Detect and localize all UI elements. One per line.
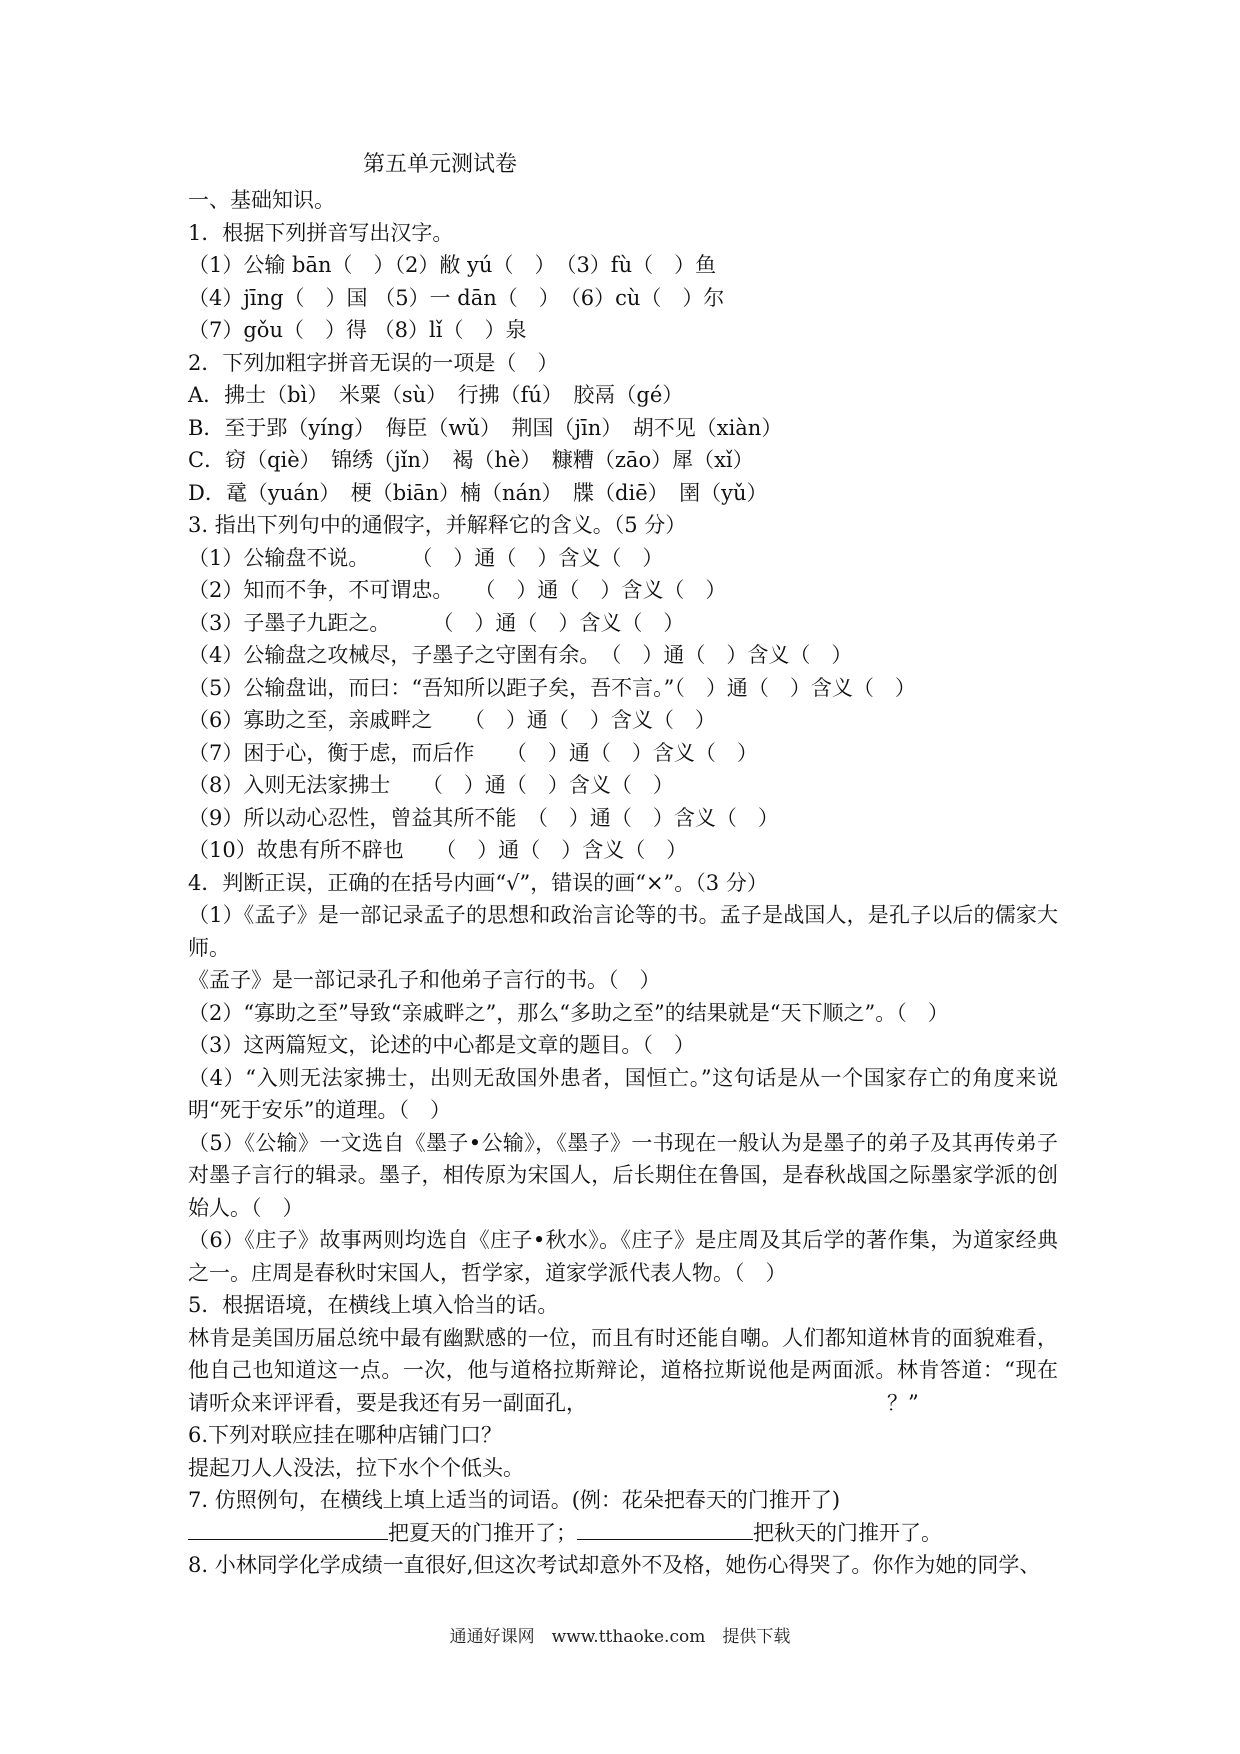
q2-option-b: B．至于郢（yíng） 侮臣（wǔ） 荆国（jīn） 胡不见（xiàn） xyxy=(188,415,783,440)
q6-stem: 6.下列对联应挂在哪种店铺门口？ xyxy=(188,1423,503,1447)
q7-fill-line xyxy=(188,1517,1058,1550)
q2-option-a: A．拂士（bì） 米粟（sù） 行拂（fú） 胶鬲（gé） xyxy=(188,383,684,407)
q1-row: （4）jīng（ ）国 （5）一 dān（ ） （6）cù（ ）尔 xyxy=(188,285,725,310)
q1-stem: 1．根据下列拼音写出汉字。 xyxy=(188,220,454,245)
q7-stem: 7. 仿照例句，在横线上填上适当的词语。(例：花朵把春天的门推开了) xyxy=(188,1488,841,1512)
q2-option-d: D．鼋（yuán） 梗（biān）楠（nán） 牒（diē） 圉（yǔ） xyxy=(188,480,768,505)
q3-item: （9）所以动心忍性，曾益其所不能 （ ）通（ ）含义（ ） xyxy=(188,805,779,830)
q3-item: （7）困于心，衡于虑，而后作 （ ）通（ ）含义（ ） xyxy=(188,740,758,765)
q7-blank-autumn[interactable] xyxy=(577,1517,753,1540)
q4-statement-1b: 《孟子》是一部记录孔子和他弟子言行的书。（ ） xyxy=(188,968,661,992)
document-content xyxy=(188,148,1058,1582)
q4-statement-5: （5）《公输》一文选自《墨子•公输》，《墨子》一书现在一般认为是墨子的弟子及其再传弟子对墨子言行的辑录。墨子，相传原为宋国人，后长期住在鲁国，是春秋战国之际墨家学派的创始人。（ ） xyxy=(188,1130,1058,1220)
q7-part1: 把夏天的门推开了； xyxy=(388,1520,577,1545)
q3-item: （4）公输盘之攻械尽，子墨子之守圉有余。 （ ）通（ ）含义（ ） xyxy=(188,643,853,667)
q3-item: （2）知而不争，不可谓忠。 （ ）通（ ）含义（ ） xyxy=(188,578,727,602)
q3-item: （8）入则无法家拂士 （ ）通（ ）含义（ ） xyxy=(188,773,674,797)
q5-text: 林肯是美国历届总统中最有幽默感的一位，而且有时还能自嘲。人们都知道林肯的面貌难看，他自己也知道这一点。一次，他与道格拉斯辩论，道格拉斯说他是两面派。林肯答道：“现在请听众来评评看，要是我还有另一副面孔， xyxy=(188,1325,1058,1415)
q3-item: （6）寡助之至，亲戚畔之 （ ）通（ ）含义（ ） xyxy=(188,708,716,732)
q7-blank-summer[interactable] xyxy=(188,1517,388,1540)
q3-item: （3）子墨子九距之。 （ ）通（ ）含义（ ） xyxy=(188,610,685,635)
q4-statement-6: （6）《庄子》故事两则均选自《庄子•秋水》。《庄子》是庄周及其后学的著作集，为道家经典之一。庄周是春秋时宋国人，哲学家，道家学派代表人物。（ ） xyxy=(188,1228,1058,1285)
q5-passage xyxy=(188,1322,1058,1420)
q5-answer-blank[interactable] xyxy=(587,1388,887,1410)
section-heading: 一、基础知识。 xyxy=(188,188,335,212)
q4-statement-2: （2）“寡助之至”导致“亲戚畔之”，那么“多助之至”的结果就是“天下顺之”。（ ） xyxy=(188,1000,949,1025)
footer-source: 通通好课网 www.tthaoke.com 提供下载 xyxy=(449,1627,791,1647)
q7-part2: 把秋天的门推开了。 xyxy=(753,1520,942,1545)
q4-statement-1: （1）《孟子》是一部记录孟子的思想和政治言论等的书。孟子是战国人，是孔子以后的儒家大师。 xyxy=(188,903,1058,960)
q6-couplet: 提起刀人人没法，拉下水个个低头。 xyxy=(188,1455,524,1480)
q1-row: （1）公输 bān（ ）（2）敝 yú（ ） （3）fù（ ）鱼 xyxy=(188,253,717,277)
q4-statement-3: （3）这两篇短文，论述的中心都是文章的题目。（ ） xyxy=(188,1033,695,1057)
q2-stem: 2．下列加粗字拼音无误的一项是（ ） xyxy=(188,350,559,375)
page-title: 第五单元测试卷 xyxy=(363,152,518,177)
q3-item: （10）故患有所不辟也 （ ）通（ ）含义（ ） xyxy=(188,838,688,862)
q5-ending: ？” xyxy=(887,1390,919,1415)
q8-stem: 8. 小林同学化学成绩一直很好,但这次考试却意外不及格，她伤心得哭了。你作为她的同学、 xyxy=(188,1553,1041,1577)
q3-stem: 3. 指出下列句中的通假字，并解释它的含义。（5 分） xyxy=(188,513,687,537)
q4-statement-4: （4）“入则无法家拂士，出则无敌国外患者，国恒亡。”这句话是从一个国家存亡的角度来说明“死于安乐”的道理。（ ） xyxy=(188,1065,1058,1122)
q1-row: （7）gǒu（ ）得 （8）lǐ（ ）泉 xyxy=(188,318,527,342)
q3-item: （1）公输盘不说。 （ ）通（ ）含义（ ） xyxy=(188,545,664,570)
q3-item: （5）公输盘诎，而曰：“吾知所以距子矣，吾不言。”（ ）通（ ）含义（ ） xyxy=(188,675,916,700)
q2-option-c: C．窃（qiè） 锦绣（jǐn） 褐（hè） 糠糟（zāo）犀（xǐ） xyxy=(188,448,754,472)
q4-stem: 4．判断正误，正确的在括号内画“√”，错误的画“×”。（3 分） xyxy=(188,870,768,895)
q5-stem: 5．根据语境，在横线上填入恰当的话。 xyxy=(188,1293,559,1317)
